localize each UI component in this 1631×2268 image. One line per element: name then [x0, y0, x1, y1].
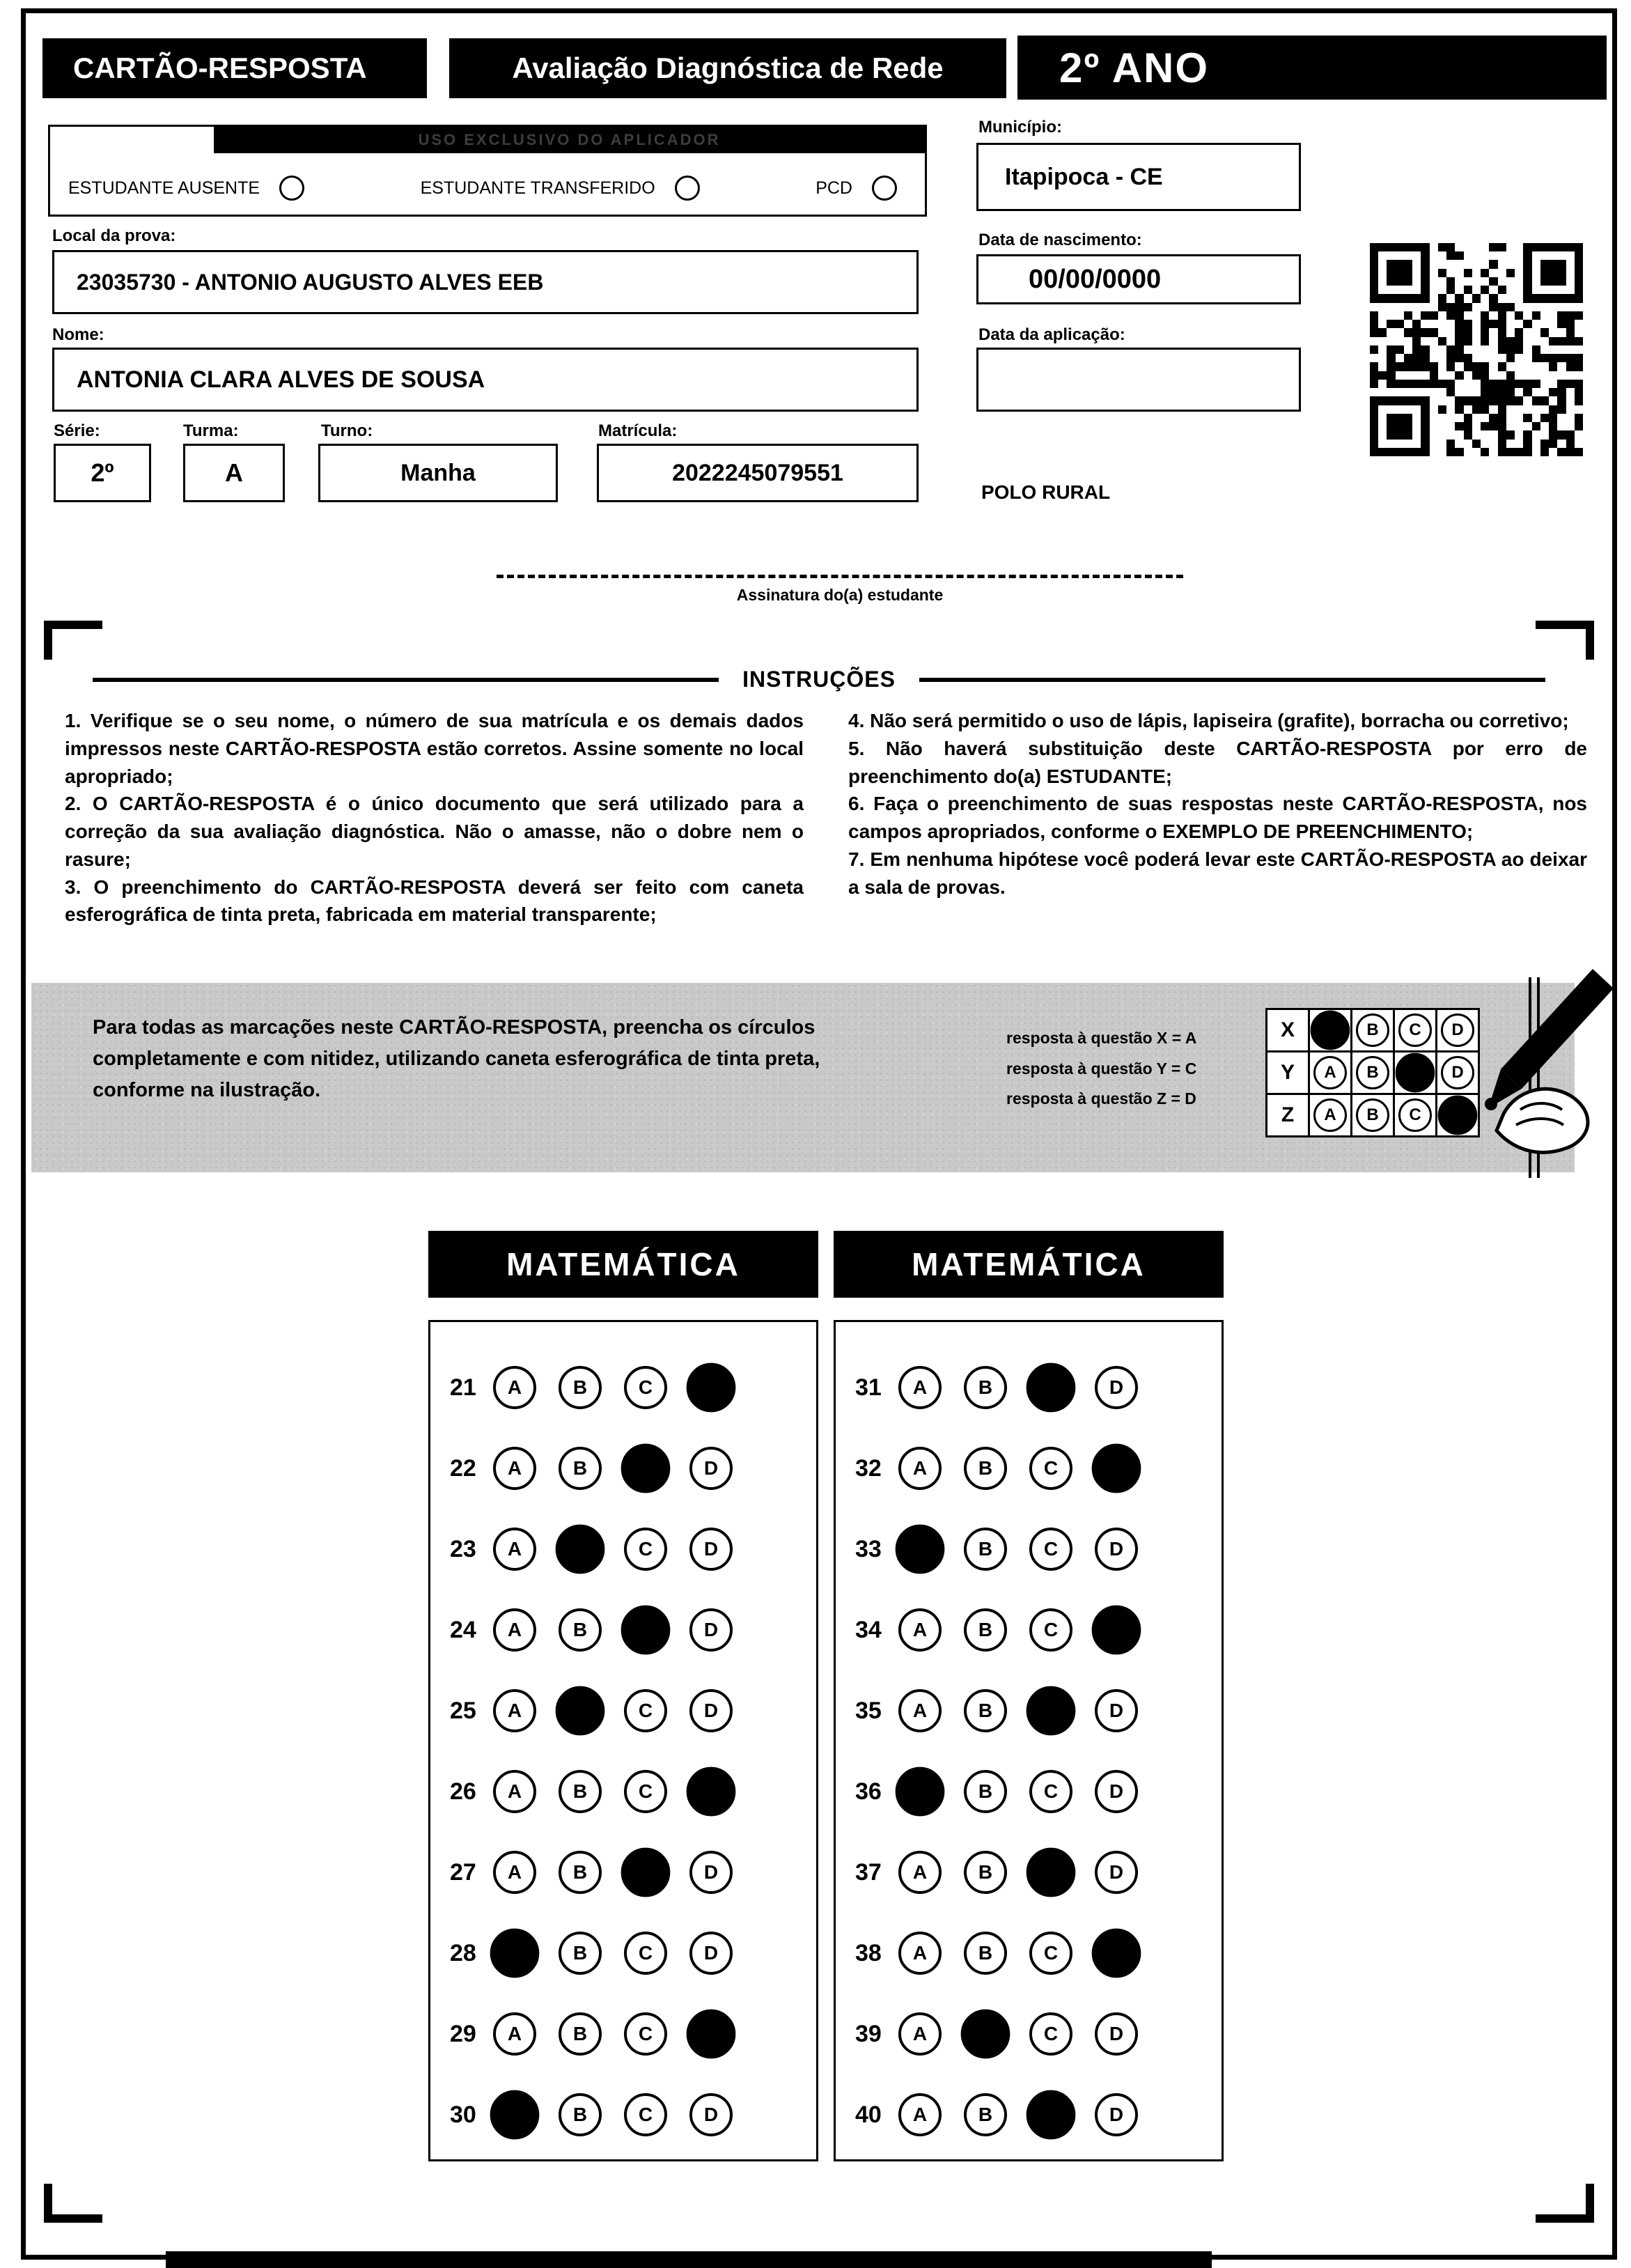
question-number: 24 [450, 1616, 476, 1643]
example-bubble[interactable]: D [1441, 1056, 1474, 1089]
local-box [52, 250, 919, 314]
example-bubble[interactable]: C [1398, 1098, 1432, 1132]
bubble-q32-B[interactable]: B [964, 1447, 1007, 1490]
serie-box [54, 444, 151, 502]
bubble-q32-C[interactable]: C [1029, 1447, 1072, 1490]
instructions-rule-left [93, 678, 719, 682]
instructions-columns [65, 707, 1587, 929]
bubble-q35-D[interactable]: D [1095, 1689, 1138, 1732]
bubble-q23-C[interactable]: C [624, 1528, 667, 1571]
answer-section-title-1 [428, 1231, 818, 1298]
nome-box [52, 348, 919, 412]
bubble-q38-B[interactable]: B [964, 1932, 1007, 1975]
example-bubble[interactable] [1396, 1053, 1435, 1093]
example-grid-row [1265, 1093, 1480, 1137]
bubble-q21-C[interactable]: C [624, 1366, 667, 1409]
bubble-q30-C[interactable]: C [624, 2093, 667, 2136]
question-row [855, 1994, 1222, 2074]
bubble-q32-A[interactable]: A [898, 1447, 942, 1490]
example-bubble[interactable]: A [1313, 1098, 1347, 1132]
question-row [450, 1590, 816, 1670]
turno-value: Manha [400, 459, 476, 486]
bubble-q22-D[interactable]: D [689, 1447, 733, 1490]
bubble-q40-D[interactable]: D [1095, 2093, 1138, 2136]
aplicador-option [421, 176, 700, 201]
bubble-q35-C[interactable] [1027, 1686, 1076, 1736]
bubble-q27-D[interactable]: D [689, 1851, 733, 1894]
aplicador-options [68, 162, 897, 215]
question-number: 34 [855, 1616, 882, 1643]
bubble-q28-C[interactable]: C [624, 1932, 667, 1975]
bubble-q21-D[interactable] [687, 1363, 736, 1413]
example-grid [1265, 1008, 1480, 1137]
exam-title: Avaliação Diagnóstica de Rede [512, 52, 944, 84]
bubble-q24-D[interactable]: D [689, 1608, 733, 1652]
bubble-q31-D[interactable]: D [1095, 1366, 1138, 1409]
aplicador-option-bubble[interactable] [279, 176, 304, 201]
bubble-q23-A[interactable]: A [493, 1528, 536, 1571]
bubble-q28-D[interactable]: D [689, 1932, 733, 1975]
instructions-title: INSTRUÇÕES [742, 667, 896, 692]
question-number: 32 [855, 1454, 882, 1482]
bubble-q26-C[interactable]: C [624, 1770, 667, 1813]
nascimento-box [976, 254, 1301, 304]
bubble-q34-B[interactable]: B [964, 1608, 1007, 1652]
example-bubble[interactable]: B [1356, 1056, 1389, 1089]
question-row [855, 1670, 1222, 1751]
instruction-item: 5. Não haverá substituição deste CARTÃO-RESPOSTA por erro de preenchimento do(a) ESTUDANTE; [848, 737, 1587, 787]
question-number: 21 [450, 1374, 476, 1401]
example-bubble[interactable]: D [1441, 1013, 1474, 1047]
nascimento-value: 00/00/0000 [1029, 264, 1162, 294]
page-frame [21, 8, 1617, 2260]
bubble-q36-A[interactable] [896, 1767, 945, 1817]
example-cell [1308, 1008, 1352, 1053]
question-number: 36 [855, 1778, 882, 1805]
bubble-q26-D[interactable] [687, 1767, 736, 1817]
question-row [450, 1347, 816, 1428]
matricula-label: Matrícula: [598, 421, 678, 440]
qr-code [1370, 243, 1583, 456]
instruction-item: 6. Faça o preenchimento de suas respostas neste CARTÃO-RESPOSTA, nos campos apropriados, conforme o EXEMPLO DE PREENCHIMENTO; [848, 793, 1587, 842]
example-grid-row [1265, 1008, 1480, 1053]
bubble-q35-A[interactable]: A [898, 1689, 942, 1732]
registration-mark-top-right [1536, 621, 1594, 660]
question-number: 38 [855, 1939, 882, 1966]
bubble-q30-B[interactable]: B [559, 2093, 602, 2136]
nascimento-label: Data de nascimento: [978, 231, 1142, 249]
example-grid-row [1265, 1050, 1480, 1095]
bubble-q39-A[interactable]: A [898, 2012, 942, 2056]
bubble-q22-C[interactable] [621, 1444, 671, 1493]
instructions-rule-right [919, 678, 1545, 682]
bubble-q39-C[interactable]: C [1029, 2012, 1072, 2056]
bubble-q38-C[interactable]: C [1029, 1932, 1072, 1975]
instructions-left [65, 707, 804, 929]
question-number: 40 [855, 2101, 882, 2128]
aplicador-option-label: ESTUDANTE AUSENTE [68, 178, 260, 198]
aplicador-box [48, 125, 927, 217]
bottom-cut-bar [166, 2251, 1212, 2268]
aplicador-option-label: PCD [816, 178, 852, 198]
example-row-label: Y [1265, 1050, 1310, 1095]
question-number: 23 [450, 1535, 476, 1562]
bubble-q37-C[interactable] [1027, 1848, 1076, 1897]
example-cell [1308, 1093, 1352, 1137]
bubble-q37-A[interactable]: A [898, 1851, 942, 1894]
question-row [855, 1913, 1222, 1994]
bubble-q25-B[interactable] [556, 1686, 605, 1736]
municipio-value: Itapipoca - CE [1005, 163, 1163, 190]
nome-label: Nome: [52, 325, 104, 344]
turno-box [318, 444, 558, 502]
instruction-item: 1. Verifique se o seu nome, o número de sua matrícula e os demais dados impressos neste CARTÃO-RESPOSTA estão corretos. Assine somente no local apropriado; [65, 710, 804, 787]
bubble-q31-A[interactable]: A [898, 1366, 942, 1409]
bubble-q37-B[interactable]: B [964, 1851, 1007, 1894]
card-title: CARTÃO-RESPOSTA [73, 52, 367, 84]
answer-section-title-2 [834, 1231, 1224, 1298]
bubble-q29-A[interactable]: A [493, 2012, 536, 2056]
example-cell [1393, 1093, 1437, 1137]
instruction-item: 2. O CARTÃO-RESPOSTA é o único documento que será utilizado para a correção da sua avaliação diagnóstica. Não o amasse, não o dobre nem o rasure; [65, 793, 804, 870]
question-row [855, 1751, 1222, 1832]
question-row [450, 2074, 816, 2155]
bubble-q24-A[interactable]: A [493, 1608, 536, 1652]
example-text: Para todas as marcações neste CARTÃO-RESPOSTA, preencha os círculos completamente e com nitidez, utilizando caneta esferográfica de tinta preta, conforme na ilustração. [93, 1016, 820, 1101]
municipio-box [976, 143, 1301, 211]
bubble-q23-D[interactable]: D [689, 1528, 733, 1571]
bubble-q26-A[interactable]: A [493, 1770, 536, 1813]
aplicador-option-label: ESTUDANTE TRANSFERIDO [420, 178, 655, 198]
question-row [450, 1994, 816, 2074]
bubble-q34-D[interactable] [1092, 1606, 1141, 1655]
bubble-q39-D[interactable]: D [1095, 2012, 1138, 2056]
example-cell [1308, 1050, 1352, 1095]
aplicador-option [816, 176, 897, 201]
example-cell [1393, 1008, 1437, 1053]
question-number: 26 [450, 1778, 476, 1805]
question-number: 22 [450, 1454, 476, 1482]
bubble-q34-A[interactable]: A [898, 1608, 942, 1652]
local-value: 23035730 - ANTONIO AUGUSTO ALVES EEB [77, 269, 544, 295]
example-cell [1350, 1008, 1395, 1053]
question-row [450, 1832, 816, 1913]
question-number: 30 [450, 2101, 476, 2128]
question-row [855, 1428, 1222, 1509]
instruction-item: 7. Em nenhuma hipótese você poderá levar este CARTÃO-RESPOSTA ao deixar a sala de provas. [848, 848, 1587, 898]
bubble-q34-C[interactable]: C [1029, 1608, 1072, 1652]
instructions-right [848, 707, 1587, 929]
signature-line[interactable] [497, 575, 1183, 578]
bubble-q39-B[interactable] [961, 2010, 1010, 2059]
example-bubble[interactable]: C [1398, 1013, 1432, 1047]
question-number: 29 [450, 2020, 476, 2047]
bubble-q32-D[interactable] [1092, 1444, 1141, 1493]
question-number: 37 [855, 1858, 882, 1886]
bubble-q40-B[interactable]: B [964, 2093, 1007, 2136]
signature-label: Assinatura do(a) estudante [736, 586, 944, 604]
bubble-q30-A[interactable] [490, 2090, 540, 2140]
bubble-q30-D[interactable]: D [689, 2093, 733, 2136]
bubble-q22-B[interactable]: B [559, 1447, 602, 1490]
bubble-q27-A[interactable]: A [493, 1851, 536, 1894]
bubble-q33-D[interactable]: D [1095, 1528, 1138, 1571]
question-row [450, 1751, 816, 1832]
turma-box [183, 444, 285, 502]
bubble-q38-D[interactable] [1092, 1929, 1141, 1978]
example-box [31, 983, 1575, 1172]
turma-label: Turma: [183, 421, 239, 440]
aplicador-option [68, 176, 304, 201]
bubble-q35-B[interactable]: B [964, 1689, 1007, 1732]
bubble-q28-A[interactable] [490, 1929, 540, 1978]
example-legend-line: resposta à questão Y = C [1006, 1059, 1197, 1078]
question-row [450, 1428, 816, 1509]
bubble-q29-C[interactable]: C [624, 2012, 667, 2056]
question-row [450, 1670, 816, 1751]
aplicador-bar-label: USO EXCLUSIVO DO APLICADOR [418, 131, 721, 148]
municipio-label: Município: [978, 118, 1062, 137]
bubble-q26-B[interactable]: B [559, 1770, 602, 1813]
registration-mark-top-left [44, 621, 102, 660]
question-row [450, 1509, 816, 1590]
instruction-item: 3. O preenchimento do CARTÃO-RESPOSTA deverá ser feito com caneta esferográfica de tinta preta, fabricada em material transparente; [65, 876, 804, 926]
bubble-q24-B[interactable]: B [559, 1608, 602, 1652]
example-cell [1350, 1093, 1395, 1137]
example-row-label: Z [1265, 1093, 1310, 1137]
question-number: 27 [450, 1858, 476, 1886]
bubble-q25-A[interactable]: A [493, 1689, 536, 1732]
bubble-q40-C[interactable] [1027, 2090, 1076, 2140]
turno-label: Turno: [321, 421, 373, 440]
bubble-q25-D[interactable]: D [689, 1689, 733, 1732]
answer-section-title-2-text: MATEMÁTICA [912, 1246, 1146, 1282]
serie-label: Série: [54, 421, 100, 440]
example-legend-line: resposta à questão Z = D [1006, 1089, 1196, 1108]
turma-value: A [225, 458, 243, 487]
grade-label: 2º ANO [1059, 44, 1210, 91]
bubble-q29-B[interactable]: B [559, 2012, 602, 2056]
answer-column-2 [834, 1320, 1224, 2161]
aplicacao-box [976, 348, 1301, 412]
question-number: 39 [855, 2020, 882, 2047]
instructions-header [93, 667, 1545, 692]
question-row [450, 1913, 816, 1994]
example-legend-line: resposta à questão X = A [1006, 1029, 1197, 1047]
serie-value: 2º [91, 458, 114, 487]
question-row [855, 1832, 1222, 1913]
aplicador-bar [214, 127, 925, 153]
bubble-q36-C[interactable]: C [1029, 1770, 1072, 1813]
bubble-q31-C[interactable] [1027, 1363, 1076, 1413]
registration-mark-bottom-right [1536, 2184, 1594, 2223]
question-row [855, 1509, 1222, 1590]
bubble-q28-B[interactable]: B [559, 1932, 602, 1975]
matricula-box [597, 444, 919, 502]
instruction-item: 4. Não será permitido o uso de lápis, lapiseira (grafite), borracha ou corretivo; [848, 710, 1569, 731]
answer-section-title-1-text: MATEMÁTICA [506, 1246, 740, 1282]
local-label: Local da prova: [52, 226, 176, 245]
example-cell [1393, 1050, 1437, 1095]
question-row [855, 1347, 1222, 1428]
example-bubble[interactable]: A [1313, 1056, 1347, 1089]
question-number: 25 [450, 1697, 476, 1724]
bubble-q25-C[interactable]: C [624, 1689, 667, 1732]
question-number: 31 [855, 1374, 882, 1401]
bubble-q27-B[interactable]: B [559, 1851, 602, 1894]
bubble-q21-B[interactable]: B [559, 1366, 602, 1409]
bubble-q21-A[interactable]: A [493, 1366, 536, 1409]
example-row-label: X [1265, 1008, 1310, 1053]
bubble-q22-A[interactable]: A [493, 1447, 536, 1490]
nome-value: ANTONIA CLARA ALVES DE SOUSA [77, 366, 485, 393]
bubble-q40-A[interactable]: A [898, 2093, 942, 2136]
example-bubble[interactable]: B [1356, 1013, 1389, 1047]
answer-column-1 [428, 1320, 818, 2161]
polo-label: POLO RURAL [981, 481, 1111, 503]
question-row [855, 2074, 1222, 2155]
card-title-bar [42, 38, 427, 98]
bubble-q23-B[interactable] [556, 1525, 605, 1574]
question-number: 35 [855, 1697, 882, 1724]
bubble-q29-D[interactable] [687, 2010, 736, 2059]
example-cell [1350, 1050, 1395, 1095]
bubble-q38-A[interactable]: A [898, 1932, 942, 1975]
bubble-q31-B[interactable]: B [964, 1366, 1007, 1409]
matricula-value: 2022245079551 [672, 459, 843, 486]
example-bubble[interactable]: B [1356, 1098, 1389, 1132]
bubble-q27-C[interactable] [621, 1848, 671, 1897]
aplicador-option-bubble[interactable] [675, 176, 700, 201]
bubble-q36-D[interactable]: D [1095, 1770, 1138, 1813]
example-legend [1006, 1023, 1196, 1114]
question-number: 33 [855, 1535, 882, 1562]
bubble-q36-B[interactable]: B [964, 1770, 1007, 1813]
example-bubble[interactable] [1311, 1011, 1350, 1050]
aplicacao-label: Data da aplicação: [978, 325, 1125, 344]
grade-bar [1017, 36, 1607, 100]
question-number: 28 [450, 1939, 476, 1966]
question-row [855, 1590, 1222, 1670]
bubble-q33-B[interactable]: B [964, 1528, 1007, 1571]
bubble-q33-A[interactable] [896, 1525, 945, 1574]
bubble-q37-D[interactable]: D [1095, 1851, 1138, 1894]
aplicador-option-bubble[interactable] [872, 176, 897, 201]
bubble-q33-C[interactable]: C [1029, 1528, 1072, 1571]
bubble-q24-C[interactable] [621, 1606, 671, 1655]
hand-pen-icon [1449, 966, 1623, 1175]
registration-mark-bottom-left [44, 2184, 102, 2223]
exam-title-bar [449, 38, 1006, 98]
